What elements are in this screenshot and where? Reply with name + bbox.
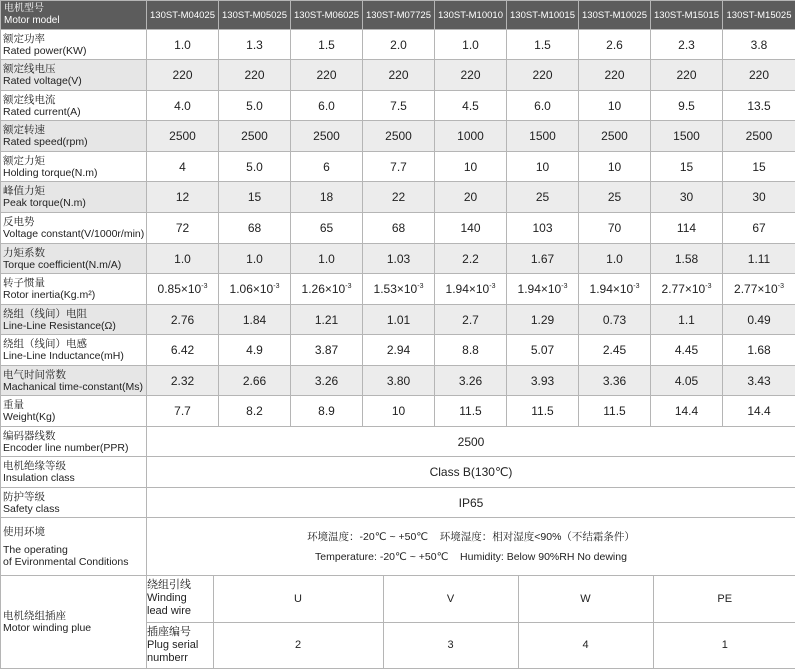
row-label <box>1 518 147 576</box>
header-row <box>1 1 795 30</box>
table-cell: 3.93 <box>507 366 579 396</box>
label-cn: 峰值力矩 <box>3 185 45 197</box>
table-cell: 72 <box>147 213 219 244</box>
label-en: Rated power(KW) <box>3 44 87 57</box>
table-cell: 1.68 <box>723 335 795 366</box>
table-cell: 22 <box>363 182 435 213</box>
table-cell: 8.8 <box>435 335 507 366</box>
winding-subtable <box>147 576 795 668</box>
table-cell: 11.5 <box>507 396 579 427</box>
label-cn: 额定转速 <box>3 124 45 136</box>
table-cell: 2.94 <box>363 335 435 366</box>
label-en: Rotor inertia(Kg.m²) <box>3 289 96 301</box>
row-label <box>1 182 147 213</box>
table-cell: 1.84 <box>219 305 291 335</box>
table-cell: 220 <box>723 60 795 91</box>
row-label <box>1 305 147 335</box>
row-label <box>1 152 147 182</box>
table-cell: 18 <box>291 182 363 213</box>
label-cn: 电机绕组插座 <box>3 610 66 622</box>
table-cell: 25 <box>579 182 651 213</box>
table-cell: 2500 <box>723 121 795 152</box>
environment-line-cn: 环境温度：-20℃ ~ +50℃ 环境湿度：相对湿度<90%（不结霜条件） <box>307 530 635 543</box>
label-cn: 额定线电压 <box>3 63 56 75</box>
table-cell: 15 <box>651 152 723 182</box>
row-label <box>1 274 147 305</box>
model-header: 130ST-M10010 <box>435 1 507 30</box>
table-cell: 103 <box>507 213 579 244</box>
table-cell: 2.7 <box>435 305 507 335</box>
label-en: Motor winding plue <box>3 622 92 634</box>
row-label <box>1 213 147 244</box>
safety-value: IP65 <box>147 488 795 518</box>
table-cell: 2.45 <box>579 335 651 366</box>
spec-row-rated-current <box>1 91 795 121</box>
table-cell: 3.26 <box>435 366 507 396</box>
table-cell: 3.87 <box>291 335 363 366</box>
model-header: 130ST-M06025 <box>291 1 363 30</box>
table-cell: 11.5 <box>579 396 651 427</box>
spec-row-insulation <box>1 457 795 488</box>
model-header: 130ST-M10025 <box>579 1 651 30</box>
table-cell: 1.0 <box>147 30 219 60</box>
table-cell: 11.5 <box>435 396 507 427</box>
table-cell: 0.49 <box>723 305 795 335</box>
table-cell: 7.5 <box>363 91 435 121</box>
label-en: Rated voltage(V) <box>3 75 82 87</box>
table-cell: 1.0 <box>147 244 219 274</box>
table-cell: 30 <box>651 182 723 213</box>
model-header: 130ST-M07725 <box>363 1 435 30</box>
label-cn: 电气时间常数 <box>3 368 66 381</box>
table-cell: 10 <box>363 396 435 427</box>
table-cell: 114 <box>651 213 723 244</box>
table-cell: 5.07 <box>507 335 579 366</box>
motor-model-header <box>1 1 147 30</box>
table-cell: 6.42 <box>147 335 219 366</box>
label-cn: 防护等级 <box>3 490 45 503</box>
spec-row-rotor-inertia <box>1 274 795 305</box>
table-cell: $1.26\times 10^{-3}$ <box>291 274 363 305</box>
label-cn: 编码器线数 <box>3 429 56 442</box>
spec-row-voltage-constant <box>1 213 795 244</box>
spec-row-rated-voltage <box>1 60 795 91</box>
label-cn: 反电势 <box>3 216 35 228</box>
model-header: 130ST-M04025 <box>147 1 219 30</box>
table-cell: $0.85\times 10^{-3}$ <box>147 274 219 305</box>
table-cell: 25 <box>507 182 579 213</box>
table-cell: 1.11 <box>723 244 795 274</box>
plug-u: 2 <box>213 622 383 668</box>
spec-row-environment <box>1 518 795 576</box>
table-cell: 2500 <box>147 121 219 152</box>
table-cell: $1.94\times 10^{-3}$ <box>579 274 651 305</box>
model-header: 130ST-M10015 <box>507 1 579 30</box>
table-cell: 2.3 <box>651 30 723 60</box>
table-cell: $1.06\times 10^{-3}$ <box>219 274 291 305</box>
table-cell: 3.36 <box>579 366 651 396</box>
label-en: Line-Line Resistance(Ω) <box>3 319 116 332</box>
table-cell: 1500 <box>651 121 723 152</box>
winding-plug-label <box>147 622 213 668</box>
label-cn: 使用环境 <box>3 525 45 538</box>
table-cell: 10 <box>435 152 507 182</box>
label-cn: 绕组（线间）电感 <box>3 338 87 350</box>
row-label <box>1 91 147 121</box>
lead-v: V <box>383 576 518 622</box>
table-cell: 4.45 <box>651 335 723 366</box>
table-cell: 20 <box>435 182 507 213</box>
winding-plug-row <box>147 622 795 668</box>
table-cell: 1.0 <box>219 244 291 274</box>
table-cell: 1.3 <box>219 30 291 60</box>
lead-w: W <box>518 576 653 622</box>
table-cell: 68 <box>363 213 435 244</box>
table-cell: 2500 <box>291 121 363 152</box>
row-label <box>1 366 147 396</box>
label-cn: 重量 <box>3 399 24 411</box>
table-cell: 1.01 <box>363 305 435 335</box>
lead-label-en2: lead wire <box>147 605 192 618</box>
table-cell: 2.76 <box>147 305 219 335</box>
row-label <box>1 457 147 488</box>
table-cell: 1.0 <box>291 244 363 274</box>
spec-row-rated-power <box>1 30 795 60</box>
row-label <box>1 427 147 457</box>
table-cell: 0.73 <box>579 305 651 335</box>
table-cell: 12 <box>147 182 219 213</box>
table-cell: 220 <box>507 60 579 91</box>
model-header: 130ST-M15025 <box>723 1 795 30</box>
label-en: Encoder line number(PPR) <box>3 441 129 454</box>
table-cell: 1.58 <box>651 244 723 274</box>
table-cell: 4 <box>147 152 219 182</box>
table-cell: 13.5 <box>723 91 795 121</box>
table-cell: 4.05 <box>651 366 723 396</box>
table-cell: 3.80 <box>363 366 435 396</box>
table-cell: 9.5 <box>651 91 723 121</box>
table-cell: 220 <box>579 60 651 91</box>
table-cell: 220 <box>291 60 363 91</box>
table-cell: 220 <box>435 60 507 91</box>
table-cell: 3.43 <box>723 366 795 396</box>
spec-row-winding <box>1 576 795 669</box>
table-cell: 6.0 <box>291 91 363 121</box>
table-cell: 10 <box>507 152 579 182</box>
table-cell: 68 <box>219 213 291 244</box>
insulation-value: Class B(130℃) <box>147 457 795 488</box>
table-cell: 67 <box>723 213 795 244</box>
spec-row-torque-coefficient <box>1 244 795 274</box>
table-cell: 2.32 <box>147 366 219 396</box>
table-cell: 14.4 <box>723 396 795 427</box>
lead-label-en1: Winding <box>147 592 187 605</box>
table-cell: $2.77\times 10^{-3}$ <box>723 274 795 305</box>
table-cell: 1.5 <box>291 30 363 60</box>
environment-line-en: Temperature: -20℃ ~ +50℃ Humidity: Below 90%RH No dewing <box>315 550 627 563</box>
spec-row-encoder <box>1 427 795 457</box>
spec-row-resistance <box>1 305 795 335</box>
table-cell: 4.9 <box>219 335 291 366</box>
label-cn: 额定线电流 <box>3 93 56 106</box>
table-cell: 220 <box>651 60 723 91</box>
table-cell: 6.0 <box>507 91 579 121</box>
environment-value <box>147 518 795 576</box>
table-cell: 4.5 <box>435 91 507 121</box>
label-cn: 额定力矩 <box>3 154 45 167</box>
table-cell: 1500 <box>507 121 579 152</box>
table-cell: 10 <box>579 152 651 182</box>
spec-row-peak-torque <box>1 182 795 213</box>
label-en: Torque coefficient(N.m/A) <box>3 258 122 271</box>
label-en: Rated current(A) <box>3 105 81 118</box>
table-cell: $1.94\times 10^{-3}$ <box>507 274 579 305</box>
table-cell: 1.21 <box>291 305 363 335</box>
plug-label-cn: 插座编号 <box>147 625 191 638</box>
table-cell: 1000 <box>435 121 507 152</box>
table-cell: 5.0 <box>219 152 291 182</box>
plug-label-en2: numberr <box>147 651 188 664</box>
label-en: Line-Line Inductance(mH) <box>3 350 124 362</box>
spec-row-time-constant <box>1 366 795 396</box>
table-cell: 3.26 <box>291 366 363 396</box>
plug-v: 3 <box>383 622 518 668</box>
table-cell: 1.1 <box>651 305 723 335</box>
table-cell: 2500 <box>363 121 435 152</box>
table-cell: 8.9 <box>291 396 363 427</box>
table-cell: 2500 <box>579 121 651 152</box>
spec-row-rated-speed <box>1 121 795 152</box>
winding-subtable-cell <box>147 576 795 669</box>
row-label <box>1 30 147 60</box>
table-cell: 220 <box>363 60 435 91</box>
label-en: Insulation class <box>3 472 75 484</box>
lead-pe: PE <box>653 576 795 622</box>
table-cell: 1.5 <box>507 30 579 60</box>
model-header: 130ST-M15015 <box>651 1 723 30</box>
label-en: Safety class <box>3 502 60 515</box>
spec-row-weight <box>1 396 795 427</box>
table-cell: 15 <box>219 182 291 213</box>
label-cn: 额定功率 <box>3 32 45 45</box>
table-cell: $2.77\times 10^{-3}$ <box>651 274 723 305</box>
label-en: of Evironmental Conditions <box>3 555 129 568</box>
table-cell: 2500 <box>219 121 291 152</box>
spec-row-inductance <box>1 335 795 366</box>
row-label <box>1 60 147 91</box>
label-cn: 转子惯量 <box>3 277 45 289</box>
table-cell: 5.0 <box>219 91 291 121</box>
model-header: 130ST-M05025 <box>219 1 291 30</box>
table-cell: 30 <box>723 182 795 213</box>
row-label <box>1 121 147 152</box>
table-cell: 2.66 <box>219 366 291 396</box>
label-en: Weight(Kg) <box>3 411 56 423</box>
table-cell: 1.29 <box>507 305 579 335</box>
row-label <box>1 576 147 669</box>
label-en: Voltage constant(V/1000r/min) <box>3 228 145 240</box>
label-en: The operating <box>3 543 68 556</box>
label-en: Rated speed(rpm) <box>3 136 88 148</box>
table-cell: 10 <box>579 91 651 121</box>
table-cell: 70 <box>579 213 651 244</box>
label-cn: 电机绝缘等级 <box>3 460 66 472</box>
spec-row-holding-torque <box>1 152 795 182</box>
row-label <box>1 244 147 274</box>
table-cell: 220 <box>219 60 291 91</box>
table-cell: $1.94\times 10^{-3}$ <box>435 274 507 305</box>
table-cell: 15 <box>723 152 795 182</box>
table-cell: 1.0 <box>579 244 651 274</box>
motor-model-label-cn: 电机型号 <box>4 3 44 14</box>
table-cell: 7.7 <box>147 396 219 427</box>
table-cell: 220 <box>147 60 219 91</box>
plug-label-en1: Plug serial <box>147 638 199 651</box>
table-cell: 3.8 <box>723 30 795 60</box>
table-cell: 1.67 <box>507 244 579 274</box>
table-cell: 7.7 <box>363 152 435 182</box>
table-cell: $1.53\times 10^{-3}$ <box>363 274 435 305</box>
table-cell: 2.2 <box>435 244 507 274</box>
plug-w: 4 <box>518 622 653 668</box>
label-en: Peak torque(N.m) <box>3 197 86 209</box>
row-label <box>1 396 147 427</box>
winding-lead-row <box>147 576 795 622</box>
table-cell: 4.0 <box>147 91 219 121</box>
label-en: Machanical time-constant(Ms) <box>3 380 144 393</box>
table-cell: 1.03 <box>363 244 435 274</box>
winding-lead-label <box>147 576 213 622</box>
table-cell: 65 <box>291 213 363 244</box>
table-cell: 6 <box>291 152 363 182</box>
encoder-value: 2500 <box>147 427 795 457</box>
motor-model-label-en: Motor model <box>4 15 60 26</box>
label-cn: 力矩系数 <box>3 246 45 259</box>
table-cell: 8.2 <box>219 396 291 427</box>
label-cn: 绕组（线间）电阻 <box>3 307 87 320</box>
spec-row-safety <box>1 488 795 518</box>
table-cell: 1.0 <box>435 30 507 60</box>
table-cell: 2.6 <box>579 30 651 60</box>
lead-label-cn: 绕组引线 <box>147 579 191 592</box>
row-label <box>1 335 147 366</box>
row-label <box>1 488 147 518</box>
table-cell: 14.4 <box>651 396 723 427</box>
plug-pe: 1 <box>653 622 795 668</box>
table-cell: 140 <box>435 213 507 244</box>
label-en: Holding torque(N.m) <box>3 166 98 179</box>
lead-u: U <box>213 576 383 622</box>
table-cell: 2.0 <box>363 30 435 60</box>
